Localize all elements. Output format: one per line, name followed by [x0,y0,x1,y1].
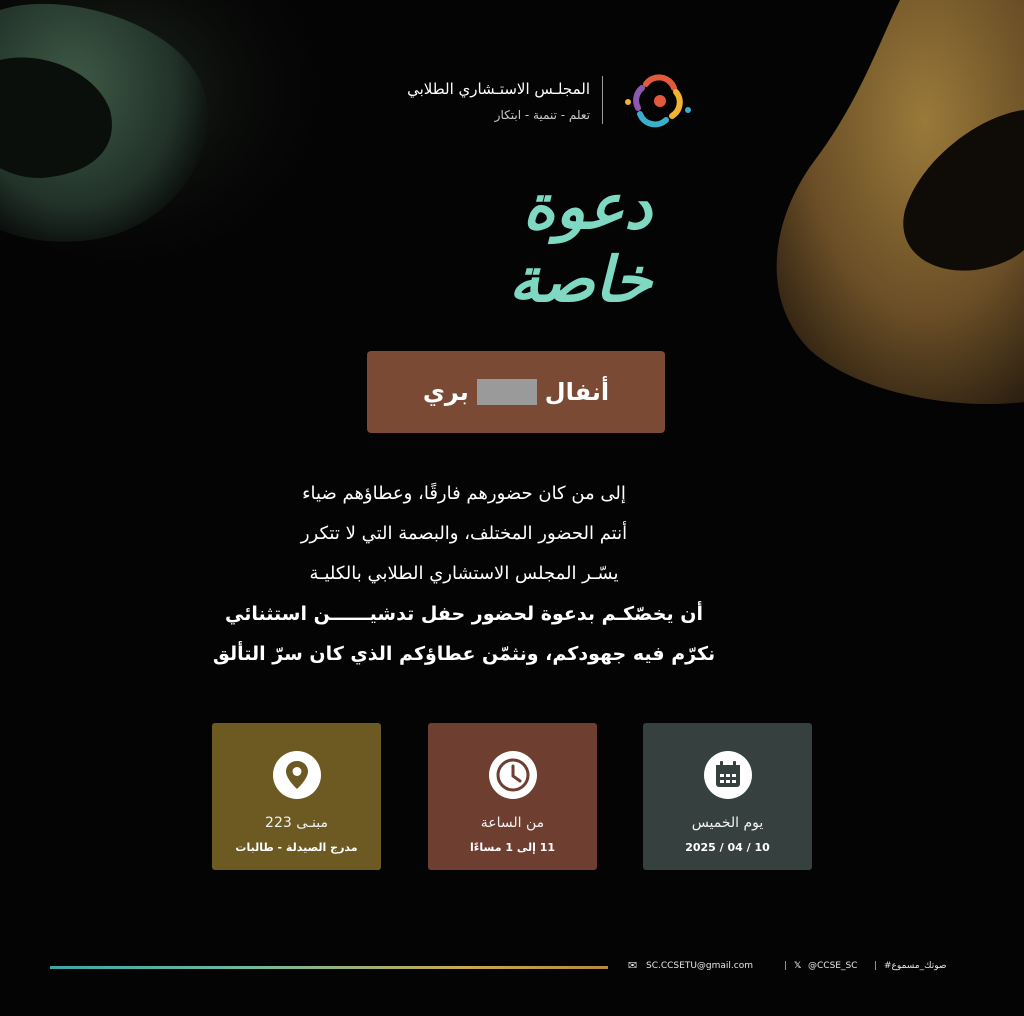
date-card [643,723,812,870]
footer [626,958,972,978]
invitation-message [150,474,778,674]
venue-hall: مدرج الصيدلة - طالبات [235,841,358,854]
time-card [428,723,597,870]
footer-x-handle[interactable]: @CCSE_SC [808,961,858,971]
message-line: أنتم الحضور المختلف، والبصمة التي لا تتكرر [300,523,628,544]
footer-separator: | [874,961,878,971]
organization-tagline: تعلم - تنمية - ابتكار [494,108,590,122]
invitee-name-box [367,351,665,433]
invitation-title: دعوة خاصة [508,170,652,316]
clock-icon [489,751,537,799]
footer-gradient-line [50,966,608,969]
header [340,66,700,136]
organization-name: المجلـس الاستـشاري الطلابي [407,80,590,98]
message-line: أن يخصّكـم بدعوة لحضور حفل تدشيــــــن استثنائي [225,603,703,625]
message-line: نكرّم فيه جهودكم، ونثمّن عطاؤكم الذي كان سرّ التألق [212,643,716,665]
date-day: يوم الخميس [691,815,764,831]
footer-hashtag[interactable]: #صوتك_مسموع [884,961,947,971]
invitee-first-name: أنفال [544,378,610,406]
venue-building: مبنـى 223 [265,815,328,831]
council-logo [616,70,700,130]
time-range: 11 إلى 1 مساءًا [469,841,556,854]
footer-email[interactable]: SC.CCSETU@gmail.com [646,961,753,971]
calendar-icon [704,751,752,799]
message-line: إلى من كان حضورهم فارقًا، وعطاؤهم ضياء [302,483,626,504]
message-line: يسّـر المجلس الاستشاري الطلابي بالكليـة [309,563,619,584]
header-divider [602,76,603,124]
venue-card [212,723,381,870]
x-logo-icon: 𝕏 [794,961,802,971]
time-label: من الساعة [480,815,545,831]
location-pin-icon [273,751,321,799]
footer-separator: | [784,961,788,971]
invitee-last-name: بري [422,378,469,406]
date-value: 10 / 04 / 2025 [685,841,770,854]
mail-icon: ✉ [628,959,638,972]
redacted-name-block [477,379,537,405]
